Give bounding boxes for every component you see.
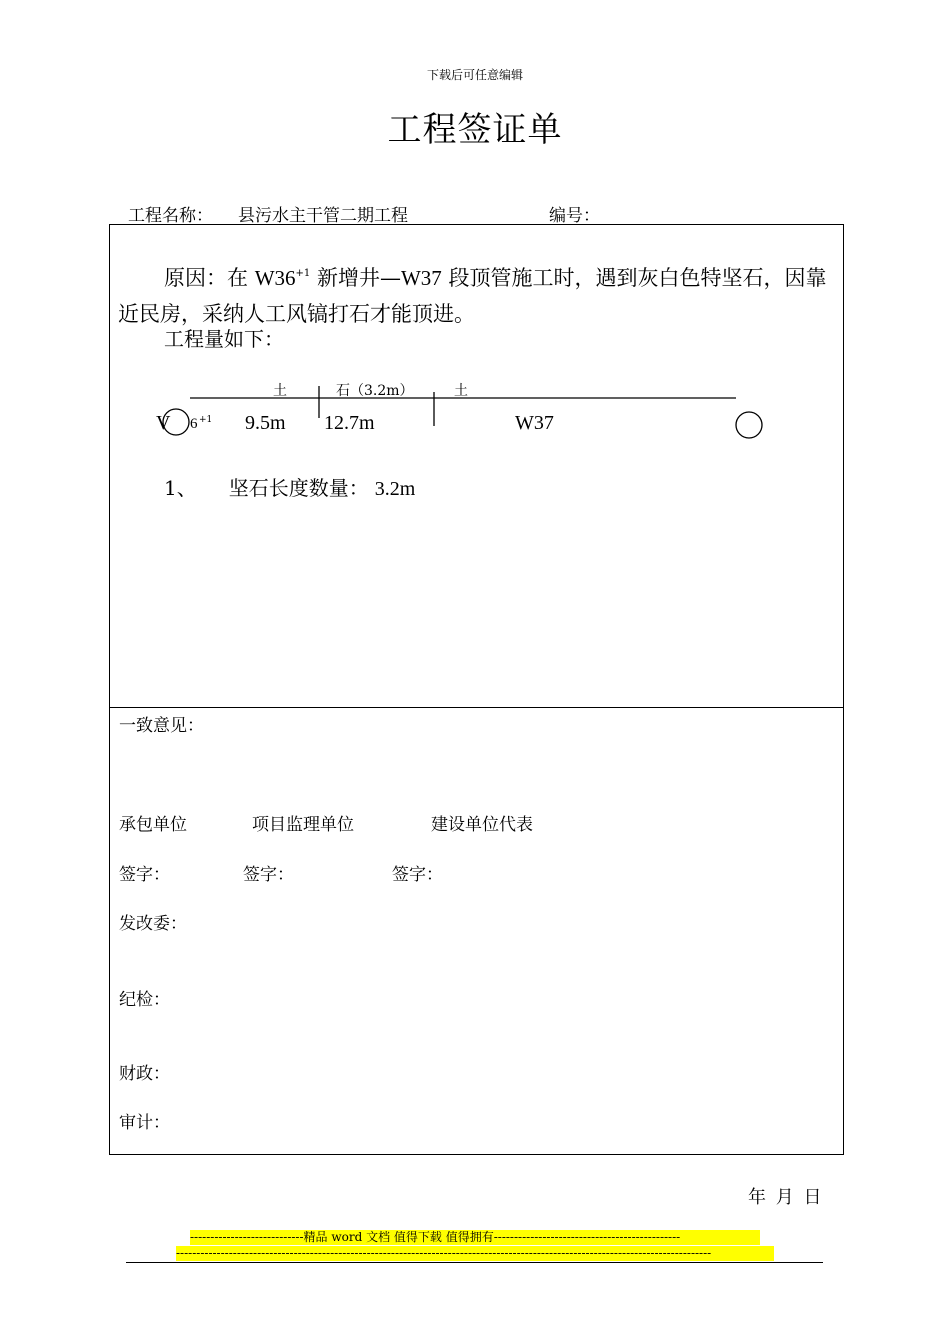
reason-paragraph <box>118 256 838 332</box>
audit-label: 审计： <box>119 1113 170 1133</box>
item-1-label: 坚石长度数量： <box>228 476 369 500</box>
reason-mid: 新增井— <box>310 266 401 290</box>
reason-prefix: 原因：在 <box>164 266 255 290</box>
pipe-diagram <box>150 372 790 442</box>
segment1-length: 9.5m <box>245 412 286 434</box>
item-1 <box>164 472 415 501</box>
right-well-label: W37 <box>515 412 554 434</box>
reason-suffix: 段顶管施工时，遇到灰白色特坚石，因靠近民房，采纳人工风镐打石才能顶进。 <box>118 266 827 326</box>
supervisor-label: 项目监理单位 <box>252 815 354 835</box>
footer-rule <box>126 1262 823 1263</box>
form-box <box>109 224 844 1155</box>
reason-w36: W36 <box>254 266 296 290</box>
item-1-value: 3.2m <box>374 478 416 500</box>
date-line: 年 月 日 <box>748 1187 824 1208</box>
project-name-value: 县污水主干管二期工程 <box>238 206 408 226</box>
segment1-type: 土 <box>273 383 287 399</box>
number-label: 编号： <box>549 206 600 226</box>
ndrc-label: 发改委： <box>119 914 187 934</box>
left-well-label-sup: +1 <box>199 415 213 425</box>
left-well-label-partial: V <box>156 412 171 434</box>
segment2-type: 石（3.2m） <box>336 383 414 399</box>
segment2-length: 12.7m <box>324 412 375 434</box>
finance-label: 财政： <box>119 1064 170 1084</box>
project-name-label: 工程名称： <box>128 206 213 226</box>
segment3-type: 土 <box>454 383 468 399</box>
owner-sign: 签字： <box>392 865 443 885</box>
footer-banner-line1: ----------------------------精品 word 文档 值得下载 值得拥有---------------------------------------------- <box>190 1230 760 1245</box>
contractor-label: 承包单位 <box>119 815 187 835</box>
item-1-index: 1、 <box>164 476 197 500</box>
footer-banner-line2: ------------------------------------------------------------------------------------------------------------------------------------ <box>176 1246 774 1261</box>
discipline-label: 纪检： <box>119 990 170 1010</box>
header-note: 下载后可任意编辑 <box>426 68 523 82</box>
owner-label: 建设单位代表 <box>431 815 533 835</box>
quantity-title: 工程量如下： <box>164 327 284 351</box>
page-title: 工程签证单 <box>387 110 563 150</box>
reason-w37: W37 <box>400 266 442 290</box>
left-well-label-rest: 6 <box>190 416 198 432</box>
form-divider <box>109 707 844 708</box>
agreement-label: 一致意见： <box>119 716 204 736</box>
supervisor-sign: 签字： <box>243 865 294 885</box>
contractor-sign: 签字： <box>119 865 170 885</box>
right-well-circle <box>736 412 762 438</box>
reason-w36-sup: +1 <box>295 268 311 279</box>
